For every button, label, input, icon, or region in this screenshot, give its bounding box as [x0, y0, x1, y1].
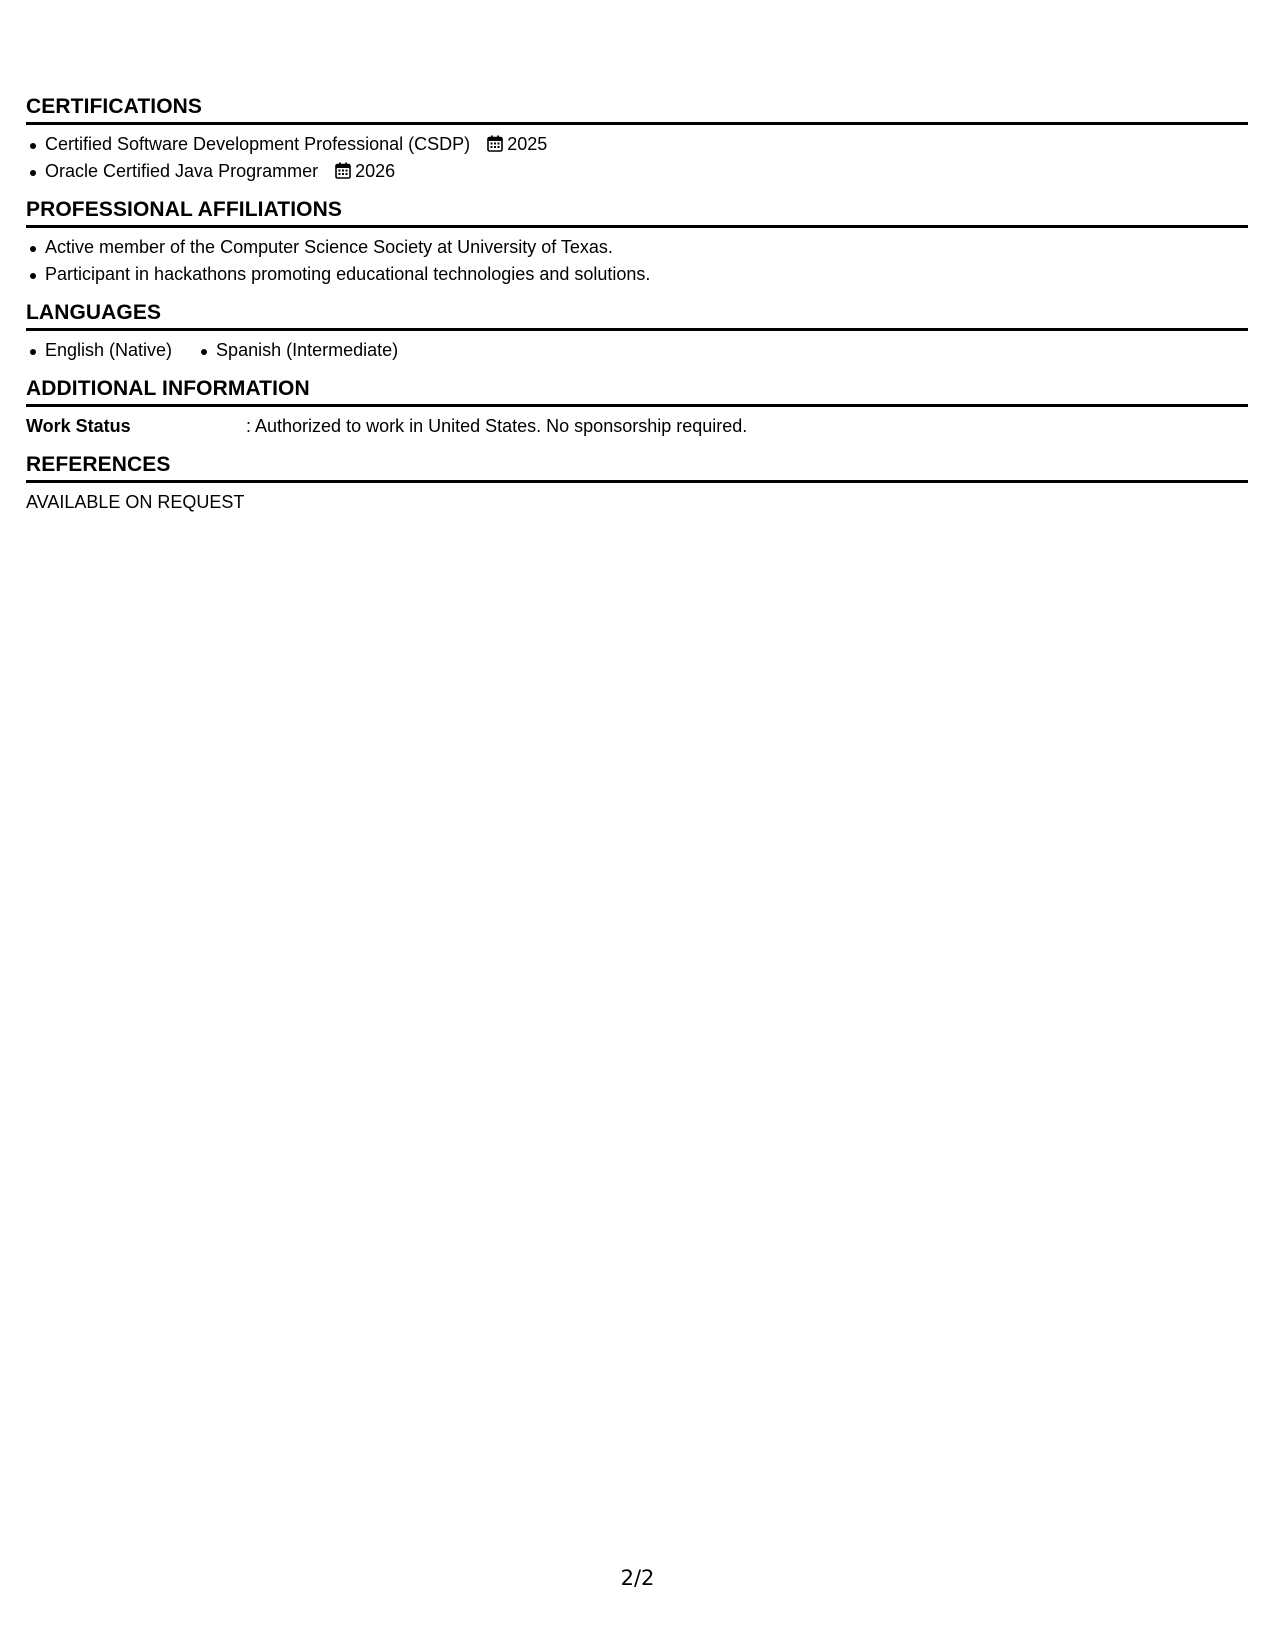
references-section [26, 452, 1248, 516]
affiliations-list [26, 234, 1248, 288]
language-item: English (Native) [45, 337, 172, 364]
list-item: Participant in hackathons promoting educational technologies and solutions. [45, 261, 1248, 288]
affiliations-section [26, 197, 1248, 288]
work-status-row [26, 413, 1248, 440]
languages-list [26, 337, 1248, 364]
section-title-additional-information: ADDITIONAL INFORMATION [26, 376, 1248, 407]
section-title-languages: LANGUAGES [26, 300, 1248, 331]
certification-year: 2025 [507, 134, 548, 154]
section-title-references: REFERENCES [26, 452, 1248, 483]
references-text: AVAILABLE ON REQUEST [26, 492, 245, 512]
certification-year: 2026 [355, 161, 396, 181]
list-item [45, 131, 1248, 158]
list-item: Active member of the Computer Science Society at University of Texas. [45, 234, 1248, 261]
work-status-label: Work Status [26, 416, 131, 436]
calendar-icon [487, 135, 503, 152]
language-item: Spanish (Intermediate) [216, 337, 398, 364]
certification-date [335, 161, 395, 181]
languages-section [26, 300, 1248, 364]
resume-page [26, 94, 1248, 528]
section-title-certifications: CERTIFICATIONS [26, 94, 1248, 125]
certification-name: Oracle Certified Java Programmer [45, 161, 319, 181]
page-number: 2/2 [620, 1566, 655, 1590]
certification-date [487, 134, 547, 154]
certification-name: Certified Software Development Professional (CSDP) [45, 134, 471, 154]
certifications-list [26, 131, 1248, 185]
section-title-affiliations: PROFESSIONAL AFFILIATIONS [26, 197, 1248, 228]
calendar-icon [335, 162, 351, 179]
certifications-section [26, 94, 1248, 185]
additional-information-section [26, 376, 1248, 440]
work-status-value: : Authorized to work in United States. No sponsorship required. [246, 416, 748, 436]
list-item [45, 158, 1248, 185]
